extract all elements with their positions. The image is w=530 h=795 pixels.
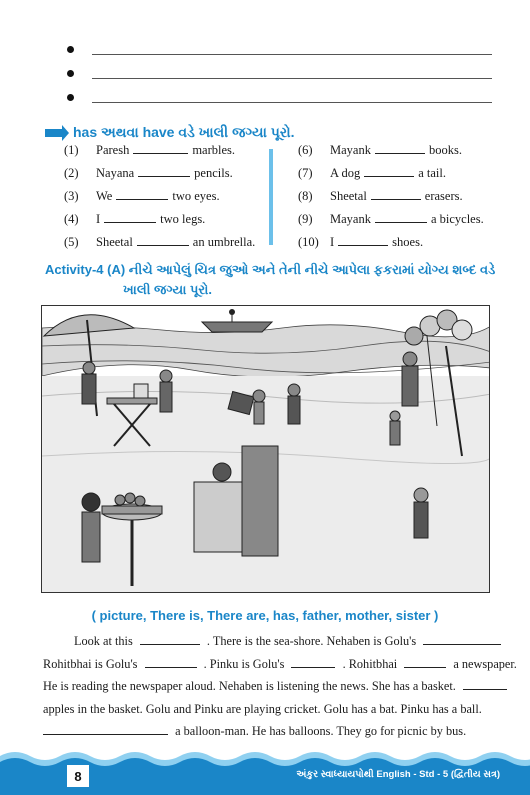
exercise-heading-text: has અથવા have વડે ખાલી જગ્યા પૂરો. — [73, 124, 295, 140]
bullet-icon — [67, 70, 74, 77]
item-number: (9) — [298, 212, 313, 226]
fill-item — [298, 143, 498, 166]
item-object: shoes. — [392, 235, 424, 249]
fill-item — [298, 235, 498, 258]
item-subject: Mayank — [330, 143, 371, 157]
passage-line — [43, 698, 489, 721]
fill-item — [64, 166, 264, 189]
answer-line[interactable] — [92, 78, 492, 79]
activity-heading — [45, 260, 505, 300]
item-number: (6) — [298, 143, 313, 157]
item-object: two legs. — [160, 212, 206, 226]
item-object: a tail. — [418, 166, 446, 180]
fill-item — [64, 143, 264, 166]
fill-in-blanks-grid — [64, 143, 504, 253]
passage-text: . Rohitbhai — [342, 656, 398, 671]
blank-field[interactable] — [423, 634, 501, 645]
blank-field[interactable] — [371, 189, 421, 200]
exercise-heading — [45, 124, 295, 141]
passage-text: Look at this — [74, 634, 133, 648]
item-number: (8) — [298, 189, 313, 203]
blank-field[interactable] — [375, 212, 427, 223]
item-number: (4) — [64, 212, 79, 226]
item-object: erasers. — [424, 189, 463, 203]
passage-text: He is reading the newspaper aloud. Nehaben is listening the news. She has a basket. — [43, 679, 456, 693]
passage-text: Rohitbhai is Golu's — [43, 656, 138, 671]
blank-field[interactable] — [133, 143, 188, 154]
bullet-item — [62, 40, 492, 64]
bullet-item — [62, 64, 492, 88]
passage-text: apples in the basket. Golu and Pinku are playing cricket. Golu has a bat. Pinku has a ball. — [43, 701, 482, 716]
blank-field[interactable] — [104, 212, 156, 223]
blank-field[interactable] — [375, 143, 425, 154]
item-object: a bicycles. — [430, 212, 484, 226]
item-subject: Paresh — [96, 143, 130, 157]
item-object: pencils. — [194, 166, 233, 180]
left-column — [64, 143, 264, 258]
item-number: (1) — [64, 143, 79, 157]
blank-field[interactable] — [116, 189, 168, 200]
item-object: two eyes. — [172, 189, 220, 203]
item-subject: Sheetal — [330, 189, 367, 203]
bullet-icon — [67, 46, 74, 53]
answer-line[interactable] — [92, 102, 492, 103]
fill-item — [64, 212, 264, 235]
bullet-list — [62, 40, 492, 112]
passage-line — [43, 675, 489, 698]
activity-heading-line2: ખાલી જગ્યા પૂરો. — [123, 282, 213, 297]
passage — [43, 630, 517, 743]
item-number: (2) — [64, 166, 79, 180]
item-number: (3) — [64, 189, 79, 203]
passage-text: . There is the sea-shore. Nehaben is Golu's — [206, 634, 417, 648]
passage-text: a newspaper. — [453, 656, 517, 671]
bullet-icon — [67, 94, 74, 101]
item-object: an umbrella. — [192, 235, 256, 249]
answer-line[interactable] — [92, 54, 492, 55]
fill-item — [298, 212, 498, 235]
fill-item — [64, 189, 264, 212]
blank-field[interactable] — [291, 657, 335, 668]
beach-scene-image — [42, 306, 490, 593]
passage-text: a balloon-man. He has balloons. They go for picnic by bus. — [175, 724, 467, 738]
item-subject: Mayank — [330, 212, 371, 226]
blank-field[interactable] — [43, 724, 168, 735]
item-object: marbles. — [192, 143, 236, 157]
passage-line — [43, 720, 489, 743]
item-number: (10) — [298, 235, 319, 249]
blank-field[interactable] — [364, 166, 414, 177]
item-number: (5) — [64, 235, 79, 249]
blank-field[interactable] — [140, 634, 200, 645]
blank-field[interactable] — [145, 657, 197, 668]
arrow-right-icon — [45, 129, 63, 137]
item-subject: I — [330, 235, 335, 249]
book-title: અંકુર સ્વાધ્યાયપોથી English - Std - 5 (દ્વિતીય સત્ર) — [296, 769, 500, 780]
blank-field[interactable] — [404, 657, 446, 668]
item-subject: We — [96, 189, 113, 203]
fill-item — [64, 235, 264, 258]
page-number: 8 — [66, 764, 90, 788]
item-number: (7) — [298, 166, 313, 180]
item-subject: Nayana — [96, 166, 135, 180]
item-subject: Sheetal — [96, 235, 133, 249]
item-object: books. — [428, 143, 462, 157]
fill-item — [298, 166, 498, 189]
word-options: ( picture, There is, There are, has, father, mother, sister ) — [91, 608, 439, 623]
column-divider — [269, 149, 273, 245]
activity-heading-line1: Activity-4 (A) નીચે આપેલું ચિત્ર જુઓ અને તેની નીચે આપેલા ફકરામાં યોગ્ય શબ્દ વડે — [45, 262, 496, 277]
right-column — [298, 143, 498, 258]
item-subject: I — [96, 212, 101, 226]
blank-field[interactable] — [463, 679, 507, 690]
beach-illustration — [41, 305, 490, 593]
passage-line — [43, 630, 489, 653]
blank-field[interactable] — [138, 166, 190, 177]
blank-field[interactable] — [137, 235, 189, 246]
fill-item — [298, 189, 498, 212]
item-subject: A dog — [330, 166, 361, 180]
passage-text: . Pinku is Golu's — [203, 656, 285, 671]
blank-field[interactable] — [338, 235, 388, 246]
bullet-item — [62, 88, 492, 112]
passage-line — [43, 653, 517, 676]
